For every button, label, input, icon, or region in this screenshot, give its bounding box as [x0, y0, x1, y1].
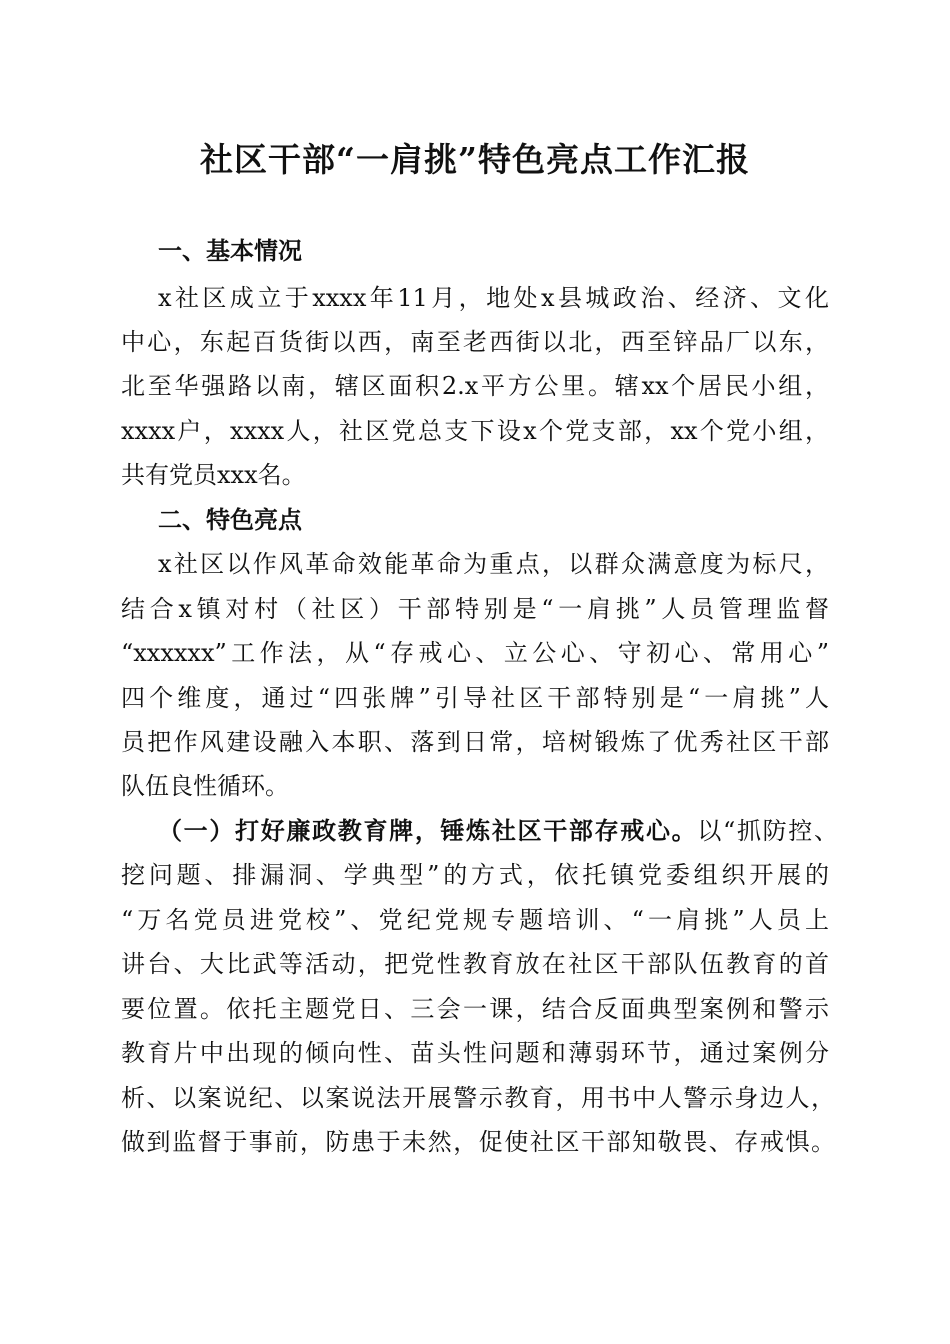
subsection-heading-integrity-education: （一）打好廉政教育牌，锤炼社区干部存戒心。: [158, 816, 698, 845]
subsection-first-line-text: 以“抓防控、: [697, 817, 838, 845]
paragraph-line: xxxx户，xxxx人，社区党总支下设x个党支部，xx个党小组，: [121, 417, 829, 445]
section-heading-basic-info: 一、基本情况: [158, 237, 302, 265]
paragraph-line: x社区以作风革命效能革命为重点，以群众满意度为标尺，: [158, 550, 829, 578]
section-heading-highlights: 二、特色亮点: [158, 506, 302, 534]
paragraph-line: 析、以案说纪、以案说法开展警示教育，用书中人警示身边人，: [121, 1084, 835, 1112]
paragraph-line: 要位置。依托主题党日、三会一课，结合反面典型案例和警示: [121, 995, 829, 1023]
paragraph-line: 队伍良性循环。: [121, 772, 289, 800]
paragraph-line: 共有党员xxx名。: [121, 461, 306, 489]
document-title: 社区干部“一肩挑”特色亮点工作汇报: [200, 140, 750, 179]
paragraph-line: “万名党员进党校”、党纪党规专题培训、“一肩挑”人员上: [121, 906, 829, 934]
paragraph-line: 北至华强路以南，辖区面积2.x平方公里。辖xx个居民小组，: [121, 372, 829, 400]
paragraph-line: x社区成立于xxxx年11月，地处x县城政治、经济、文化: [158, 284, 829, 312]
paragraph-line: 中心，东起百货街以西，南至老西街以北，西至锌品厂以东，: [121, 328, 829, 356]
paragraph-line: 教育片中出现的倾向性、苗头性问题和薄弱环节，通过案例分: [121, 1039, 829, 1067]
paragraph-line: 结合x镇对村（社区）干部特别是“一肩挑”人员管理监督: [121, 595, 829, 623]
paragraph-line: “xxxxxx”工作法，从“存戒心、立公心、守初心、常用心”: [121, 639, 829, 667]
paragraph-line: 员把作风建设融入本职、落到日常，培树锻炼了优秀社区干部: [121, 728, 829, 756]
paragraph-line: 四个维度，通过“四张牌”引导社区干部特别是“一肩挑”人: [121, 684, 829, 712]
paragraph-line: 讲台、大比武等活动，把党性教育放在社区干部队伍教育的首: [121, 950, 829, 978]
paragraph-line: 做到监督于事前，防患于未然，促使社区干部知敬畏、存戒惧。: [121, 1128, 835, 1156]
paragraph-line: 挖问题、排漏洞、学典型”的方式，依托镇党委组织开展的: [121, 861, 829, 889]
subsection-first-line: [158, 816, 838, 846]
